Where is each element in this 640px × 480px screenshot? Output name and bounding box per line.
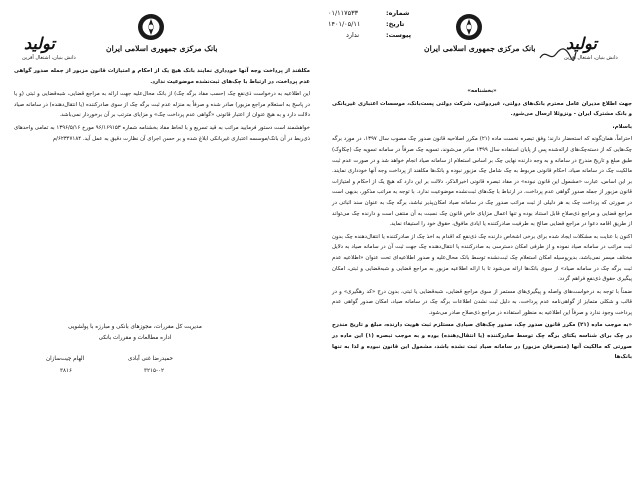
central-bank-emblem-icon [136,12,166,42]
signature-office: اداره مطالعات و مقررات بانکی [98,335,172,341]
right-paragraph: اکنون با عنایت به مشکلات ایجاد شده برای برخی اشخاص دارنده چک ذی‌نفع که اقدام به اخذ چک از صادرکننده یا انتقال‌دهنده چک بدون ثبت مراتب در سامانه صیاد نموده و از طرفی امکان دسترسی به صادرکننده یا انتقال‌دهنده چک جهت ثبت آن در سامانه صیاد به دلایل مختلف میسر نمی‌باشد، بدین‌وسیله امکان استعلام چک ثبت‌نشده توسط بانک محال‌علیه و صدور اطلاعیه‌ای تحت عنوان «اطلاعیه عدم ثبت برگه چک در سامانه صیاد» از سوی بانک‌ها ارائه می‌شود تا با ارائه اطلاعیه مزبور به مراجع قضایی و شبه‌قضایی و ثبتی، امکان پیگیری حقوق ذی‌نفع فراهم گردد. [332,233,632,283]
signature-department: مدیریت کل مقررات، مجوزهای بانکی و مبارزه با پولشویی [68,324,202,330]
left-paragraph: خواهشمند است دستور فرمایید مراتب به قید تسریع و با لحاظ مفاد بخشنامه شماره ۹۶/۱۶۹۱۵۳ مورخ ۱۳۹۶/۵/۱۶ به تمامی واحدهای ذی‌ربط در آن بانک/موسسه اعتباری غیربانکی ابلاغ شده و بر حسن اجرای آن نظارت دقیق به عمل آید. ۶۲۳۴۷۱۸۴/م [14,124,311,142]
left-paragraph: مکلفند از پرداخت وجه آنها خودداری نمایند بانک هیچ یک از احکام و امتیازات قانون مزبور از جمله صدور گواهی عدم پرداخت، در ارتباط با چک‌های ثبت‌نشده موضوعیت ندارد. [14,68,310,85]
letter-date-label: تاریخ: [386,20,405,28]
central-bank-emblem-icon [454,12,484,42]
bank-name: بانک مرکزی جمهوری اسلامی ایران [424,44,536,53]
letter-attachment-label: پیوست: [386,31,412,39]
brand-tagline: دانش بنیان، اشتغال آفرین [22,55,76,61]
right-paragraph: احتراماً، همان‌گونه که استحضار دارند؛ وفق تبصره نخست ماده (۲۱) مکرر اصلاحیه قانون صدور چک مصوب سال ۱۳۹۷، در مورد برگه چک‌هایی که از دسته‌چک‌های ارائه‌شده پس از پایان استفاده سال ۱۳۹۹ صادر می‌شوند، تسویه چک صرفاً در سامانه تسویه چک (چکاوک) طبق مبلغ و تاریخ مندرج در سامانه و به وجه دارنده نهایی چک بر اساس استعلام از سامانه صیاد انجام خواهد شد و در صورت عدم ثبت مالکیت چک در سامانه صیاد، احکام قانونی مربوط به چک شامل چک مزبور نبوده و بانک‌ها مکلفند از پرداخت وجه آنها خودداری نمایند. بر این اساس، عبارت «مشمول این قانون نبوده» در مفاد تبصره قانونی اخیرالذکر، دلالت بر این دارد که هیچ یک از احکام و امتیازات قانون مزبور از جمله صدور گواهی عدم پرداخت، در ارتباط با چک‌های ثبت‌نشده موضوعیت ندارد. با توجه به مراتب مذکور، بدیهی است در صورتی که پرداخت چک به هر دلیلی از ثبت مراتب صدور چک در سامانه صیاد امکان‌پذیر نباشد، برگه چک به عنوان سند اثباتی در مراجع قضایی و مراجع ذی‌صلاح قابل استناد بوده و تنها اعمال مزایای خاص قانون چک نسبت به آن منتفی است و دارنده چک می‌تواند از طریق اقامه دعوا در مراجع قضایی صالح به طرفیت صادرکننده یا ایادی مافوق، حقوق خود را استیفاء نماید. [332,136,632,228]
signature-block [40,322,230,344]
circular-heading: «بخشنامه» [467,88,497,94]
left-body [14,66,310,146]
bank-name: بانک مرکزی جمهوری اسلامی ایران [106,44,218,53]
right-body [332,86,632,365]
signer-1-name: الهام چیت‌سازان [46,356,85,362]
signer-2-ext: ۳۲۱۵-۰۲ [144,368,165,374]
right-paragraph: ضمناً با توجه به درخواست‌های واصله و پیگیری‌های مستمر از سوی مراجع قضایی، شبه‌قضایی یا ثبتی، بدون درج «کد رهگیری» و در قالب و شکلی متمایز از گواهی‌نامه عدم پرداخت، به دلیل ثبت نشدن اطلاعات برگه چک در سامانه صیاد، امکان صدور گواهی عدم پرداخت وجود ندارد و صرفاً این اطلاعیه به منظور استفاده در مراجع ذی‌صلاح صادر می‌شود. [332,288,632,316]
brand-tagline: دانش بنیان، اشتغال آفرین [564,55,618,61]
signer-2-name: حمیدرضا غنی آبادی [128,356,173,362]
brand-logo: تولید [24,34,55,53]
letter-number-label: شماره: [386,9,410,17]
right-paragraph: «به موجب ماده (۲۱) مکرر قانون صدور چک، صدور چک‌های صیادی مستلزم ثبت هویت دارنده، مبلغ و تاریخ مندرج در چک برای شناسه یکتای برگه چک توسط صادرکننده (یا انتقال‌دهنده) بوده و به موجب تبصره (۱) این ماده در صورتی که مالکیت آنها (متصرفان مزبور) در سامانه صیاد ثبت نشده باشد، مشمول این قانون نبوده و لذا به تنها بانک‌ها [332,322,632,361]
brand-logo: تولید [566,34,597,53]
letter-date: ۱۴۰۱/۰۵/۱۱ [328,20,361,28]
signer-1-ext: ۳۸۱۶ [60,368,73,374]
left-paragraph: این اطلاعیه به درخواست ذی‌نفع چک (حسب مفاد برگه چک) از بانک محال‌علیه جهت ارائه به مراجع قضایی، شبه‌قضایی و ثبتی (و یا در پاسخ به استعلام مراجع مزبور) صادر شده و صرفاً به منزله عدم ثبت برگه چک از سوی صادرکننده (یا انتقال‌دهنده) در سامانه صیاد دلالت دارد و به هیچ عنوان از اعتبار قانونی «گواهی عدم پرداخت چک» و مزایای مترتب بر آن برخوردار نمی‌باشد. [14,91,310,119]
right-page [320,0,640,480]
greeting: باسلام، [612,123,632,130]
letter-number: ۰۱/۱۱۷۵۳۳ [328,9,359,17]
letter-meta [324,8,424,48]
addressee: جهت اطلاع مدیران عامل محترم بانک‌های دولتی، غیردولتی، شرکت دولتی پست‌بانک، موسسات اعتباری غیربانکی و بانک مشترک ایران - ونزوئلا ارسال می‌شود. [332,100,632,118]
letter-attachment: ندارد [346,31,360,39]
handwritten-signature-icon [538,46,578,64]
